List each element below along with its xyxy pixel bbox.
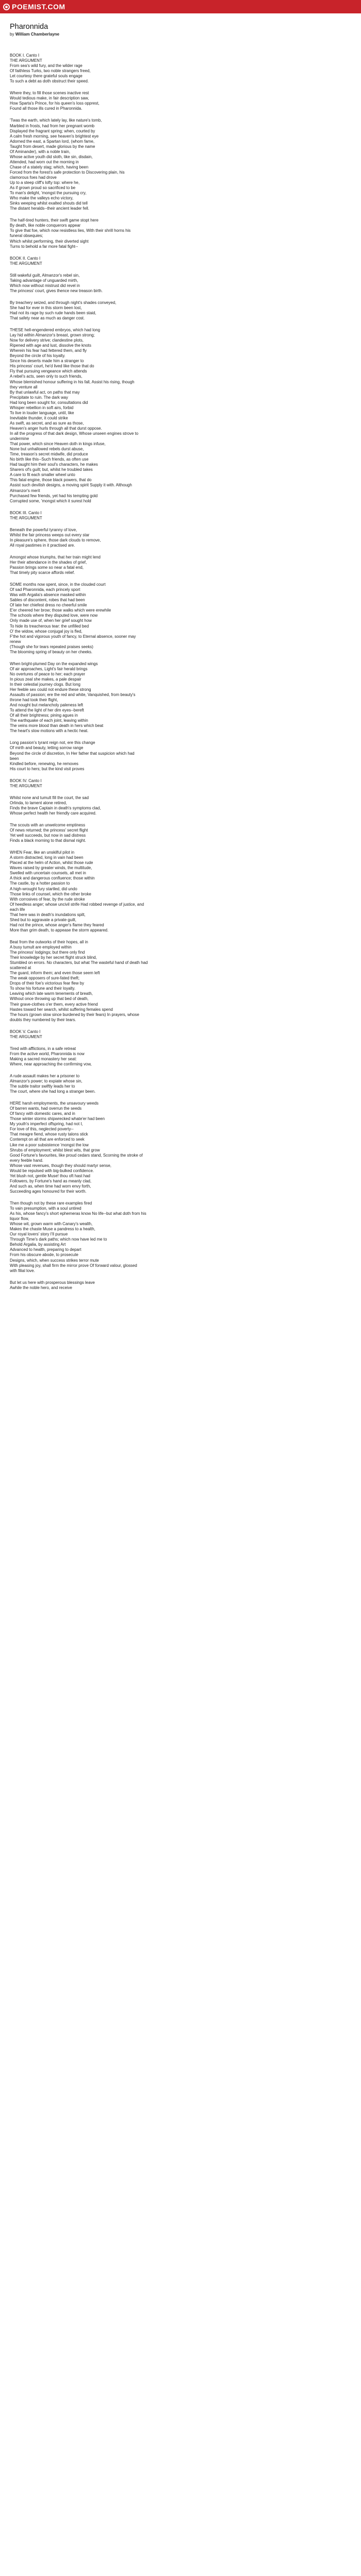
poem-line: To hide its treacherous tear: the unfilled bed [10, 623, 89, 629]
poem-stanza [10, 273, 350, 294]
poem-line: Sables of discontent, robes that had been [10, 598, 85, 603]
poem-stanza [10, 300, 350, 321]
poem-line: As swift, as secret, and as sure as those, [10, 420, 84, 426]
poem-line: Assaults of passion; ere the red and white, Vanquished, from beauty's [10, 692, 136, 698]
poem-line: scattered at [10, 965, 31, 971]
poem-line: To give that foe, which now resistless lies, With their shrill horns his [10, 228, 131, 233]
poem-line: And nought but melancholy paleness left [10, 703, 84, 708]
poem-line: throne had took their flight, [10, 698, 58, 703]
poem-line: Then though not by these rare examples fired [10, 1201, 92, 1206]
poem-line: Swelled with uncertain counsels, all met in [10, 871, 86, 876]
section-heading: BOOK I. Canto I [10, 53, 40, 58]
poem-title: Pharonnida [10, 23, 48, 31]
poem-line: (Though she for tears repeated praises seeks) [10, 644, 93, 649]
poem-line: Of late her chiefest dress no cheerful smile [10, 603, 87, 608]
poem-line: O' the widow, whose conjugal joy is fled, [10, 629, 83, 634]
poem-line: Leaving which late warm tenements of breath, [10, 991, 93, 996]
poem-line: A high-wrought fury startled, did undo [10, 886, 77, 891]
poem-line: That timely pity scarce affords relief. [10, 570, 75, 575]
poem-line: THESE hell-engendered embryos, which had long [10, 328, 101, 333]
poem-line: Finds the brave Captain in death's symptoms clad, [10, 805, 101, 810]
section-heading: BOOK IV. Canto I [10, 778, 42, 783]
site-header [0, 0, 361, 13]
poem-line: Sharers of's guilt; but, whilst he troubled takes [10, 467, 93, 472]
poem-line: And such as, when time had worn envy forth, [10, 1183, 91, 1189]
poem-line: Heaven's anger hurls through all that durst oppose. [10, 426, 102, 431]
poem-line: Of heedless anger; whose uncivil strife Had robbed revenge of justice, and [10, 902, 144, 907]
poem-content [10, 23, 350, 1297]
poem-line: The veins more blood than death in hers which beat [10, 723, 104, 728]
poem-line: Orlinda, to lament alone retired, [10, 800, 67, 805]
poem-stanza [10, 1074, 350, 1094]
poem-line: Since his deserts made him a stranger to [10, 359, 84, 364]
section-heading: BOOK V. Canto I [10, 1029, 41, 1034]
poem-line: Turns to behold a far more fatal fight-- [10, 244, 78, 249]
poem-line: Stumbled on errors. No characters, but what The wasteful hand of death had [10, 960, 148, 965]
poem-line: Hastes toward her search, whilst suffering females spend [10, 1007, 113, 1012]
poem-line: With pleasing joy, shall firm the mirror prove Of forward valour, glossed [10, 1263, 137, 1268]
poem-line: This fatal engine, those black powers, that do [10, 478, 92, 483]
poem-line: F'the hot and vigorous youth of fancy, to Eternal absence, sooner may [10, 634, 136, 639]
poem-stanza [10, 555, 350, 575]
poem-line: Of faithless Turks, two noble strangers freed, [10, 69, 91, 74]
poem-author[interactable]: William Chamberlayne [15, 32, 59, 37]
poem-line: A storm distracted, long in vain had been [10, 855, 84, 860]
poem-stanza [10, 1029, 350, 1040]
poem-line: Still wakeful guilt, Almanzor's rebel sin, [10, 273, 80, 278]
poem-line: Taking advantage of unguarded mirth, [10, 278, 78, 283]
poem-line: The castle, by a hotter passion to [10, 881, 70, 886]
poem-line: Of barren wants, had overrun the seeds [10, 1106, 82, 1111]
poem-line: His princess' court, he'd lived like those that do [10, 364, 94, 369]
poem-line: My youth's imperfect offspring, had not I, [10, 1122, 83, 1127]
poem-line: That meagre fiend, whose rusty talons stick [10, 1132, 88, 1137]
poem-line: Without once throwing up that bed of death, [10, 996, 89, 1002]
poem-line: Kindled before, renewing, he removes [10, 761, 78, 766]
poem-line: Making a sacred monastery her seat: [10, 1056, 77, 1061]
poem-line: Awhile the noble hero, and receive [10, 1285, 72, 1290]
poem-stanza [10, 218, 350, 249]
poem-line: Followers, by Fortune's hand as meanly clad, [10, 1178, 92, 1183]
poem-line: Of Aminander), with a noble train, [10, 149, 71, 154]
poem-line: Of mirth and beauty, letting sorrow range [10, 745, 84, 751]
poem-line: Corrupted some, 'mongst which it surest hold [10, 498, 91, 503]
poem-line: HERE harsh employments, the unsavoury weeds [10, 1101, 99, 1106]
poem-line: The heart's slow motions with a hectic heat. [10, 728, 89, 734]
poem-line: Shed but to aggravate a private guilt, [10, 917, 76, 922]
poem-line: Lay hid within Almanzor's breast, grown strong; [10, 333, 95, 338]
poem-line: Would tedious make, in fair description saw, [10, 96, 89, 101]
poem-line: None but unhallowed rebels durst abuse, [10, 447, 84, 452]
poem-line: By death, like noble conquerors appear [10, 223, 81, 228]
poem-line: Of air approaches, Light's fair herald brings [10, 666, 88, 671]
poem-line: Let courtesy there grateful souls engage [10, 74, 83, 79]
poem-line: Purchased few friends, yet had his tempting gold [10, 493, 98, 498]
poem-line: E'er cheered her brow; those walks which were erewhile [10, 608, 111, 613]
poem-line: Had long been sought for, consultations did [10, 400, 88, 405]
poem-line: Finds a black morning to that dismal night. [10, 838, 86, 843]
section-heading: THE ARGUMENT [10, 58, 42, 63]
poem-line: Shrubs of employment; whilst blest wits, that grow [10, 1147, 100, 1153]
poem-line: From the active world, Pharonnida is now [10, 1051, 85, 1056]
poem-line: Forced from the forest's safe protection to Discovering plain, his [10, 170, 125, 175]
poem-line: Marbled in frosts, had from her pregnant womb [10, 123, 95, 128]
poem-line: For love of this, neglected poverty-- [10, 1127, 74, 1132]
site-logo[interactable] [3, 2, 65, 11]
poem-line: Makes the chaste Muse a pandress to a health, [10, 1227, 95, 1232]
poem-line: Our royal lovers' story I'll pursue [10, 1232, 68, 1237]
poem-line: Now for delivery strive; clandestine plots, [10, 338, 84, 343]
poem-line: Assist such devilish designs, a moving spirit Supply it with. Although [10, 483, 132, 488]
poem-line: When bright-plumed Day on the expanded wings [10, 661, 98, 666]
poem-line: With corrosives of fear, by the rude stroke [10, 896, 85, 902]
poem-line: Contempt on all that are enforced to seek [10, 1137, 85, 1142]
poem-line: Where, near approaching the confirming vow, [10, 1061, 92, 1066]
poem-line: To attend the light of her dim eyes--bereft [10, 708, 84, 713]
poem-line: Chase of a stately stag; which, having been [10, 164, 89, 170]
poem-line: From sea's wild fury, and the wilder rage [10, 63, 83, 69]
poem-line: Whisper rebellion in soft airs, forbid [10, 405, 74, 410]
poem-line: Their grave-clothes o'er them, every active friend [10, 1002, 98, 1007]
poem-stanza [10, 118, 350, 211]
poem-line: The distant heralds--their ancient leader fell. [10, 206, 89, 211]
poem-line: The subtle traitor swiftly leads her to [10, 1084, 75, 1089]
poem-line: The schools where they disputed love, were now [10, 613, 98, 618]
poem-line: Whilst the fair princess weeps out every star [10, 532, 90, 537]
poem-stanza [10, 511, 350, 521]
poem-line: Attended, had worn out the morning in [10, 159, 79, 164]
poem-line: Was with Argalia's absence masked within [10, 592, 86, 598]
poem-line: No birth like this--Such friends, as often use [10, 457, 89, 462]
poem-line: Good Fortune's favourites, like proud cedars stand, Scorning the stroke of [10, 1153, 143, 1158]
poem-line: Time, treason's secret midwife, did produce [10, 452, 88, 457]
poem-line: Of news returned; the princess' secret flight [10, 828, 88, 833]
poem-line: In all the progress of that dark design, Whose unseen engines strove to [10, 431, 139, 436]
poem-line: each life [10, 907, 25, 912]
poem-stanza [10, 582, 350, 655]
poem-line: Yet well succeeds, but now in sad distress [10, 833, 86, 838]
poem-line: Whose vast revenues, though they should martyr sense, [10, 1163, 111, 1168]
poem-line: Had not its rage by such rude hands been staid, [10, 310, 96, 315]
poem-stanza [10, 1101, 350, 1194]
poem-line: Whose wit, grown warm with Canary's wealth, [10, 1222, 93, 1227]
poem-line: Beat from the outworks of their hopes, all in [10, 939, 88, 944]
poem-byline [10, 32, 350, 37]
poem-line: Wherein his fear had fettered them, and fly [10, 348, 87, 353]
poem-body [10, 53, 350, 1291]
poem-line: The earthquake of each joint, leaving within [10, 718, 88, 723]
poem-line: Whose perfect health her friendly care acquired. [10, 810, 96, 816]
section-heading: BOOK II. Canto I [10, 256, 41, 261]
section-heading: BOOK III. Canto I [10, 510, 42, 515]
poem-line: Would be repulsed with big-bulked confidence. [10, 1168, 94, 1173]
poem-line: More than grim death, to appease the storm appeared. [10, 927, 109, 933]
poem-stanza [10, 778, 350, 789]
poem-line: Yet blush not, gentle Muse! thou oft hast had [10, 1173, 90, 1178]
poem-line: funeral obsequies; [10, 233, 43, 239]
section-heading: THE ARGUMENT [10, 261, 42, 266]
section-heading: THE ARGUMENT [10, 783, 42, 788]
poem-line: Those winter storms shipwrecked whate'er had been [10, 1116, 105, 1122]
poem-line: That power, which since Heaven doth in kings infuse, [10, 442, 106, 447]
poem-line: That safety near as much as danger cost. [10, 316, 85, 321]
poem-line: From his obscure abode, to prosecute [10, 1252, 78, 1258]
poem-line: The blooming spring of beauty on her cheeks. [10, 649, 93, 654]
poem-line: To man's delight, 'mongst the pursuing cry, [10, 191, 87, 196]
poem-line: Whose blemished honour suffering in his fall, Assist his rising, though [10, 379, 135, 384]
poem-line: To show his fortune and their loyalty. [10, 986, 76, 991]
poem-line: To live in louder language, until, like [10, 410, 74, 415]
section-heading: THE ARGUMENT [10, 515, 42, 520]
poem-line: The weak opposers of sure-fated theft; [10, 976, 80, 981]
poem-line: By treachery seized, and through night's shades conveyed, [10, 300, 117, 305]
poem-line: The half-tired hunters, their swift game stopt here [10, 218, 99, 223]
poem-line: Fly that pursuing vengeance which attends [10, 369, 87, 374]
poem-stanza [10, 91, 350, 111]
poem-line: SOME months now spent, since, in the clouded court [10, 582, 106, 587]
poem-line: Waves raised by greater winds, the multitude, [10, 866, 92, 871]
poem-stanza [10, 795, 350, 816]
poem-line: Sinks weeping whilst exalted shouts did tell [10, 201, 88, 206]
poem-line: Where they, to fill those scenes inactive rest [10, 91, 89, 96]
poem-line: Her feeble sex could not endure these strong [10, 687, 91, 692]
poem-line: Precipitate to ruin. The dark way [10, 395, 69, 400]
poem-stanza [10, 940, 350, 1023]
poem-line: they venture all [10, 384, 38, 389]
poem-line: Of all their brightness; pining agues in [10, 713, 78, 718]
by-label: by [10, 32, 14, 37]
poem-stanza [10, 740, 350, 771]
poem-line: Advanced to health, preparing to depart [10, 1247, 81, 1252]
poem-line: In pious zeal she makes, a pale despair [10, 676, 81, 682]
poem-line: Displayed the fragrant spring; when, courted by [10, 128, 95, 133]
site-logo-text: POEMIST.COM [12, 3, 65, 11]
poem-line: Amongst whose triumphs, that her train might lend [10, 554, 101, 560]
poem-line: A calm fresh morning, see heaven's brightest eye [10, 133, 99, 139]
poem-line: The court, where she had long a stranger been. [10, 1089, 96, 1094]
poem-line: As his, whose fancy's short ephemeras know No life--but what doth from his [10, 1211, 146, 1216]
poem-line: Like me a poor subsistence 'mongst the low [10, 1142, 89, 1147]
poem-line: The hours (grown slow since burdened by their fears) In prayers, whose [10, 1012, 139, 1017]
poem-stanza [10, 1046, 350, 1067]
poem-line: The princess' court, gives thence new treason birth. [10, 288, 103, 293]
poem-line: Whilst none and tumult fill the court, the sad [10, 795, 89, 800]
poem-line: Almanzor's merit [10, 488, 40, 493]
poem-line: Designs, which, when success strikes terror mute [10, 1258, 99, 1263]
poem-line: Whose active youth did sloth, like sin, disdain, [10, 154, 93, 159]
poem-line: Passion brings some so near a fatal end, [10, 565, 84, 570]
poem-line: Succeeding ages honoured for their worth. [10, 1189, 87, 1194]
poem-stanza [10, 328, 350, 504]
poem-stanza [10, 850, 350, 933]
poem-line: Her their attendance in the shades of grief, [10, 560, 87, 565]
poem-line: Beneath the powerful tyranny of love, [10, 527, 77, 532]
poem-stanza [10, 1280, 350, 1291]
poem-line: In pleasure's sphere, those dark clouds to remove, [10, 537, 101, 543]
poem-line: renew [10, 639, 21, 644]
poem-line: The scouts with an unwelcome emptiness [10, 823, 86, 827]
poem-line: Of fancy with domestic cares, and in [10, 1111, 75, 1116]
poem-line: Tired with afflictions, in a safe retreat [10, 1046, 76, 1051]
poem-line: been [10, 756, 19, 761]
poem-line: The princess' lodgings; but there only find [10, 950, 85, 955]
poem-line: Through Time's dark paths; which now have led me to [10, 1237, 107, 1242]
poem-stanza [10, 1201, 350, 1274]
poem-line: Found all those ills cured in Pharonnida. [10, 106, 83, 111]
poem-line: Adorned the east, a Spartan lord, (whom fame, [10, 139, 95, 144]
poem-line: Which now without mistrust did revel in [10, 283, 80, 288]
poem-line: A rude assault makes her a prisoner to [10, 1073, 80, 1078]
poem-stanza [10, 528, 350, 548]
poem-line: clamorous foes had drove [10, 175, 57, 180]
poem-line: liquor flow, [10, 1216, 29, 1222]
poem-line: No overtures of peace to her; each prayer [10, 671, 86, 676]
poem-line: every feeble hand. [10, 1158, 43, 1163]
poem-line: She had for ever in this storm been lost, [10, 305, 82, 310]
poem-line: doubts they numbered by their tears. [10, 1017, 76, 1022]
poem-line: All royal pastimes in it practised are. [10, 543, 75, 548]
poem-line: A rebel's acts, seen only to such friends, [10, 374, 83, 379]
poem-line: A busy tumult are employed within [10, 944, 72, 950]
poem-line: Beyond the circle of his loyalty. [10, 353, 65, 359]
poem-line: Inevitable thunder, it could strike [10, 415, 68, 420]
poem-stanza [10, 662, 350, 734]
poem-line: Which whilst performing, their diverted sight [10, 239, 89, 244]
poem-line: Beyond the circle of discretion, In Her father that suspicion which had [10, 751, 135, 756]
poem-line: His court to hers; but the kind visit proves [10, 766, 85, 771]
poem-line: Who make the valleys echo victory, [10, 196, 74, 201]
poem-line: Had not the prince, whose anger's flame they feared [10, 922, 104, 927]
poem-line: Their knowledge by her secret flight struck blind, [10, 955, 97, 960]
poem-stanza [10, 53, 350, 84]
poem-line: A thick and dangerous confluence; those within [10, 876, 95, 881]
poem-line: Taught from desert, made glorious by the name [10, 144, 95, 149]
poem-line: WHEN Fear, like an unskilful pilot in [10, 850, 74, 855]
section-heading: THE ARGUMENT [10, 1034, 42, 1039]
poem-line: In their celestial journey clogs. But long [10, 682, 80, 687]
poem-line: To such a debt as doth obstruct their speed. [10, 79, 89, 84]
poem-line: As if grown proud so sacrificed to be [10, 185, 76, 191]
poem-line: Almanzor's power; to expiate whose sin, [10, 1079, 83, 1084]
poem-line: That here was in death's inundations spilt, [10, 912, 86, 917]
poem-line: Drops of their foe's victorious fear flew by [10, 981, 85, 986]
poem-line: Placed at the helm of Action, whilst those rude [10, 860, 93, 866]
poem-line: 'Twas the earth, which lately lay, like nature's tomb, [10, 118, 102, 123]
poem-line: Up to a steep cliff's lofty top: where he, [10, 180, 80, 185]
poem-line: Those links of counsel, which the other broke [10, 891, 91, 896]
poem-line: How Sparta's Prince, for his queen's loss opprest, [10, 101, 100, 106]
poem-line: undermine [10, 436, 29, 442]
poem-line: Behold Argalia, by assisting Art [10, 1242, 66, 1247]
poem-stanza [10, 823, 350, 843]
poemist-logo-icon [3, 4, 10, 10]
poem-line: Ripened with age and lust, dissolve the knots [10, 343, 91, 348]
poem-line: Only made use of, when her grief sought how [10, 618, 92, 623]
poem-line: To vain presumption, with a soul untired [10, 1206, 81, 1211]
poem-line: Long passion's tyrant reign not, ere this change [10, 740, 95, 745]
poem-line: Had taught him their soul's characters, he makes [10, 462, 98, 467]
poem-line: The guard, inform them; and even those seem left [10, 971, 100, 976]
poem-line: with filial love. [10, 1268, 35, 1273]
poem-line: But let us here with prosperous blessings leave [10, 1280, 95, 1285]
poem-line: By that unlawful act, on paths that may [10, 389, 80, 395]
poem-line: A care to fit each smaller wheel unto [10, 472, 75, 478]
poem-stanza [10, 256, 350, 266]
poem-line: Of sad Pharonnida, each princely sport [10, 587, 80, 592]
